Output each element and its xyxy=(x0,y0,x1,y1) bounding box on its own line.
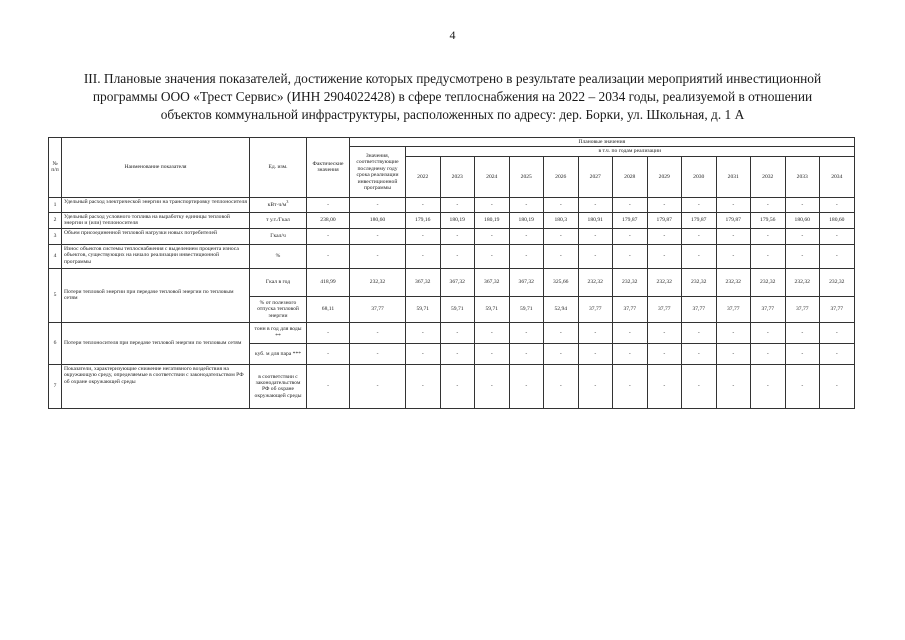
year-value: 59,71 xyxy=(475,296,510,322)
year-value: - xyxy=(716,197,751,212)
header-year-2025: 2025 xyxy=(509,156,544,197)
header-year-2034: 2034 xyxy=(820,156,855,197)
header-year-2028: 2028 xyxy=(613,156,648,197)
heading-line-1: III. Плановые значения показателей, достижение которых предусмотрено в результате реализации мероприятий инвестиционной xyxy=(83,71,822,86)
year-value: - xyxy=(682,322,717,343)
actual-value: - xyxy=(307,244,350,268)
year-value: 180,19 xyxy=(440,212,475,228)
last-year-value: - xyxy=(350,322,406,343)
header-last-year: Значения, соответствующие последнему году срока реализации инвестиционной программы xyxy=(350,147,406,197)
year-value: - xyxy=(440,244,475,268)
year-value: 325,66 xyxy=(544,268,579,296)
actual-value: 238,00 xyxy=(307,212,350,228)
indicator-name: Удельный расход условного топлива на выработку единицы тепловой энергии и (или) теплоносителя xyxy=(62,212,250,228)
header-year-2023: 2023 xyxy=(440,156,475,197)
year-value: 180,91 xyxy=(578,212,613,228)
year-value: - xyxy=(820,244,855,268)
year-value: - xyxy=(647,197,682,212)
year-value: 37,77 xyxy=(578,296,613,322)
year-value: - xyxy=(682,228,717,244)
year-value: - xyxy=(682,364,717,408)
year-value: - xyxy=(820,228,855,244)
header-year-2024: 2024 xyxy=(475,156,510,197)
actual-value: - xyxy=(307,343,350,364)
year-value: 59,71 xyxy=(440,296,475,322)
unit-cell: тонн в год для воды ** xyxy=(250,322,307,343)
unit-cell: $кВт\cdot ч/м^3$ xyxy=(250,197,307,212)
year-value: - xyxy=(406,228,441,244)
year-value: - xyxy=(613,244,648,268)
year-value: 59,71 xyxy=(509,296,544,322)
header-year-2027: 2027 xyxy=(578,156,613,197)
year-value: - xyxy=(544,228,579,244)
year-value: - xyxy=(509,322,544,343)
header-unit: Ед. изм. xyxy=(250,138,307,198)
row-number: 6 xyxy=(49,322,62,364)
year-value: 59,71 xyxy=(406,296,441,322)
year-value: - xyxy=(406,364,441,408)
year-value: 37,77 xyxy=(682,296,717,322)
year-value: - xyxy=(613,197,648,212)
heading-line-2: программы ООО «Трест Сервис» (ИНН 2904022428) в сфере теплоснабжения на 2022 – 2034 годы, реализуемой в отношении xyxy=(92,89,813,104)
year-value: 37,77 xyxy=(751,296,786,322)
actual-value: - xyxy=(307,228,350,244)
year-value: - xyxy=(716,228,751,244)
year-value: 179,56 xyxy=(751,212,786,228)
year-value: - xyxy=(785,364,820,408)
year-value: 37,77 xyxy=(716,296,751,322)
year-value: 179,87 xyxy=(613,212,648,228)
year-value: 232,32 xyxy=(751,268,786,296)
section-heading xyxy=(40,70,865,124)
year-value: - xyxy=(647,322,682,343)
year-value: - xyxy=(440,197,475,212)
year-value: - xyxy=(751,343,786,364)
year-value: - xyxy=(578,228,613,244)
year-value: - xyxy=(785,322,820,343)
unit-cell: Гкал/ч xyxy=(250,228,307,244)
table-row xyxy=(49,244,855,268)
indicator-name: Удельный расход электрической энергии на транспортировку теплоносителя xyxy=(62,197,250,212)
year-value: 179,87 xyxy=(682,212,717,228)
table-row xyxy=(49,212,855,228)
header-year-2026: 2026 xyxy=(544,156,579,197)
year-value: - xyxy=(509,244,544,268)
year-value: - xyxy=(785,343,820,364)
year-value: - xyxy=(406,322,441,343)
header-num: № п/п xyxy=(49,138,62,198)
year-value: - xyxy=(509,343,544,364)
row-number: 5 xyxy=(49,268,62,322)
year-value: - xyxy=(820,364,855,408)
year-value: 37,77 xyxy=(785,296,820,322)
year-value: - xyxy=(785,228,820,244)
actual-value: 68,11 xyxy=(307,296,350,322)
last-year-value: 232,32 xyxy=(350,268,406,296)
year-value: - xyxy=(475,322,510,343)
year-value: - xyxy=(544,197,579,212)
year-value: - xyxy=(820,197,855,212)
year-value: - xyxy=(406,343,441,364)
year-value: - xyxy=(406,197,441,212)
header-name: Наименование показателя xyxy=(62,138,250,198)
table-row xyxy=(49,228,855,244)
table-row xyxy=(49,268,855,296)
year-value: - xyxy=(440,364,475,408)
unit-cell: куб. м для пара *** xyxy=(250,343,307,364)
year-value: - xyxy=(475,364,510,408)
year-value: - xyxy=(647,228,682,244)
header-year-2032: 2032 xyxy=(751,156,786,197)
year-value: 180,3 xyxy=(544,212,579,228)
row-number: 7 xyxy=(49,364,62,408)
indicator-name: Объем присоединенной тепловой нагрузки новых потребителей xyxy=(62,228,250,244)
year-value: - xyxy=(613,343,648,364)
table-row xyxy=(49,364,855,408)
year-value: 180,19 xyxy=(509,212,544,228)
year-value: - xyxy=(716,343,751,364)
last-year-value: - xyxy=(350,343,406,364)
actual-value: - xyxy=(307,197,350,212)
actual-value: 418,99 xyxy=(307,268,350,296)
year-value: - xyxy=(613,322,648,343)
year-value: - xyxy=(440,343,475,364)
year-value: - xyxy=(716,244,751,268)
year-value: - xyxy=(440,322,475,343)
unit-cell: т у.т./Гкал xyxy=(250,212,307,228)
unit-superscript: 3 xyxy=(286,198,289,204)
year-value: - xyxy=(751,228,786,244)
year-value: 232,32 xyxy=(647,268,682,296)
year-value: - xyxy=(682,244,717,268)
year-value: - xyxy=(647,364,682,408)
page-number: 4 xyxy=(449,28,456,42)
year-value: 37,77 xyxy=(820,296,855,322)
header-year-2029: 2029 xyxy=(647,156,682,197)
heading-line-3: объектов коммунальной инфраструктуры, расположенных по адресу: дер. Борки, ул. Школьная, д. 1 А xyxy=(160,107,745,122)
table-row xyxy=(49,322,855,343)
year-value: 232,32 xyxy=(578,268,613,296)
year-value: - xyxy=(716,322,751,343)
year-value: - xyxy=(751,364,786,408)
year-value: - xyxy=(613,364,648,408)
header-year-2031: 2031 xyxy=(716,156,751,197)
row-number: 4 xyxy=(49,244,62,268)
year-value: - xyxy=(440,228,475,244)
year-value: - xyxy=(751,244,786,268)
row-number: 3 xyxy=(49,228,62,244)
header-actual: Фактические значения xyxy=(307,138,350,198)
year-value: - xyxy=(475,228,510,244)
last-year-value: - xyxy=(350,244,406,268)
year-value: - xyxy=(544,364,579,408)
year-value: - xyxy=(682,197,717,212)
year-value: 37,77 xyxy=(647,296,682,322)
header-year-2030: 2030 xyxy=(682,156,717,197)
indicator-name: Потери теплоносителя при передаче тепловой энергии по тепловым сетям xyxy=(62,322,250,364)
year-value: 232,32 xyxy=(682,268,717,296)
actual-value: - xyxy=(307,322,350,343)
indicators-table xyxy=(48,137,855,409)
year-value: - xyxy=(578,343,613,364)
actual-value: - xyxy=(307,364,350,408)
year-value: - xyxy=(820,343,855,364)
year-value: - xyxy=(544,343,579,364)
year-value: 180,19 xyxy=(475,212,510,228)
year-value: - xyxy=(578,364,613,408)
unit-cell: % xyxy=(250,244,307,268)
year-value: - xyxy=(613,228,648,244)
year-value: - xyxy=(751,197,786,212)
year-value: 232,32 xyxy=(820,268,855,296)
year-value: 180,60 xyxy=(785,212,820,228)
year-value: 367,32 xyxy=(509,268,544,296)
row-number: 1 xyxy=(49,197,62,212)
indicator-name: Потери тепловой энергии при передаче тепловой энергии по тепловым сетям xyxy=(62,268,250,322)
last-year-value: - xyxy=(350,364,406,408)
unit-cell: Гкал в год xyxy=(250,268,307,296)
header-year-2022: 2022 xyxy=(406,156,441,197)
year-value: - xyxy=(475,343,510,364)
indicator-name: Износ объектов системы теплоснабжения с выделением процента износа объектов, существующих на начало реализации инвестиционной программы xyxy=(62,244,250,268)
year-value: 179,87 xyxy=(716,212,751,228)
unit-cell: % от полезного отпуска тепловой энергии xyxy=(250,296,307,322)
year-value: - xyxy=(820,322,855,343)
year-value: 367,32 xyxy=(475,268,510,296)
indicator-name: Показатели, характеризующие снижение негативного воздействия на окружающую среду, определяемые в соответствии с законодательством РФ об охране окружающей среды xyxy=(62,364,250,408)
year-value: - xyxy=(785,197,820,212)
year-value: 37,77 xyxy=(613,296,648,322)
year-value: 180,60 xyxy=(820,212,855,228)
year-value: 367,32 xyxy=(406,268,441,296)
header-by-year: в т.ч. по годам реализации xyxy=(406,147,855,156)
last-year-value: 180,60 xyxy=(350,212,406,228)
year-value: 179,16 xyxy=(406,212,441,228)
year-value: - xyxy=(682,343,717,364)
last-year-value: - xyxy=(350,197,406,212)
year-value: - xyxy=(647,244,682,268)
last-year-value: - xyxy=(350,228,406,244)
year-value: 179,87 xyxy=(647,212,682,228)
table-row xyxy=(49,197,855,212)
year-value: - xyxy=(509,197,544,212)
unit-cell: в соответствии с законодательством РФ об охране окружающей среды xyxy=(250,364,307,408)
year-value: - xyxy=(509,364,544,408)
year-value: - xyxy=(509,228,544,244)
row-number: 2 xyxy=(49,212,62,228)
year-value: 232,32 xyxy=(785,268,820,296)
year-value: - xyxy=(716,364,751,408)
year-value: - xyxy=(578,322,613,343)
year-value: - xyxy=(544,322,579,343)
header-year-2033: 2033 xyxy=(785,156,820,197)
year-value: - xyxy=(751,322,786,343)
year-value: - xyxy=(647,343,682,364)
year-value: - xyxy=(578,197,613,212)
year-value: 52,94 xyxy=(544,296,579,322)
last-year-value: 37,77 xyxy=(350,296,406,322)
year-value: 232,32 xyxy=(613,268,648,296)
year-value: 232,32 xyxy=(716,268,751,296)
year-value: 367,32 xyxy=(440,268,475,296)
year-value: - xyxy=(578,244,613,268)
year-value: - xyxy=(406,244,441,268)
year-value: - xyxy=(475,197,510,212)
year-value: - xyxy=(475,244,510,268)
header-planned: Плановые значения xyxy=(350,138,855,147)
year-value: - xyxy=(785,244,820,268)
year-value: - xyxy=(544,244,579,268)
